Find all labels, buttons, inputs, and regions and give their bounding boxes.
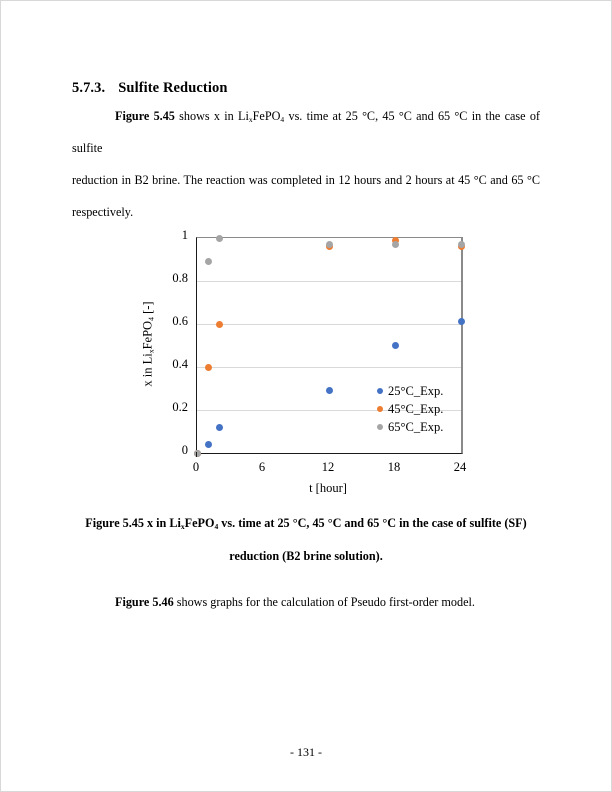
y-tick-label: 0.8 bbox=[172, 271, 188, 285]
data-point bbox=[458, 241, 465, 248]
y-tick-label: 0 bbox=[181, 443, 188, 457]
x-tick-label: 6 bbox=[258, 460, 266, 474]
paragraph-line: Figure 5.45 shows x in $Li_xFePO_4$ vs. time at 25 °C, 45 °C and 65 °C in the case of sulfite bbox=[72, 109, 540, 155]
gridline bbox=[197, 367, 461, 368]
gridline bbox=[197, 324, 461, 325]
caption-line: Figure 5.45 x in $Li_xFePO_4$ vs. time at 25 °C, 45 °C and 65 °C in the case of sulfite (SF) bbox=[85, 516, 527, 531]
y-tick-label: 0.6 bbox=[172, 314, 188, 328]
legend-item bbox=[377, 382, 443, 400]
y-axis-title: x in $Li_xFePO_4$ [-] bbox=[140, 301, 156, 387]
legend-label: 65°C_Exp. bbox=[388, 419, 444, 434]
series-marker-icon bbox=[377, 388, 383, 394]
data-point bbox=[194, 450, 201, 457]
legend-item bbox=[377, 400, 443, 418]
data-point bbox=[216, 235, 223, 242]
paragraph-line: respectively. bbox=[72, 205, 134, 219]
section-number: 5.7.3. bbox=[72, 80, 106, 96]
legend-item bbox=[377, 418, 443, 436]
next-paragraph bbox=[72, 586, 540, 618]
data-point bbox=[458, 318, 465, 325]
y-tick-label: 1 bbox=[181, 228, 188, 242]
paragraph-line: Figure 5.46 shows graphs for the calculation of Pseudo first-order model. bbox=[115, 595, 475, 609]
figure-caption bbox=[56, 507, 556, 573]
y-tick-label: 0.2 bbox=[172, 400, 188, 414]
chart-legend bbox=[377, 382, 443, 436]
legend-label: 25°C_Exp. bbox=[388, 383, 444, 398]
page-number: - 131 - bbox=[290, 745, 322, 759]
paragraph-line: reduction in B2 brine. The reaction was completed in 12 hours and 2 hours at 45 °C and 65 °C bbox=[72, 173, 540, 187]
intro-paragraph bbox=[72, 100, 540, 228]
x-tick-label: 12 bbox=[321, 460, 335, 474]
data-point bbox=[392, 241, 399, 248]
data-point bbox=[216, 321, 223, 328]
origin-tick-mark bbox=[196, 452, 197, 457]
data-point bbox=[205, 258, 212, 265]
x-axis-title: t [hour] bbox=[309, 481, 347, 495]
legend-label: 45°C_Exp. bbox=[388, 401, 444, 416]
y-tick-label: 0.4 bbox=[172, 357, 188, 371]
data-point bbox=[326, 387, 333, 394]
figure-5-45-chart bbox=[140, 215, 480, 500]
x-tick-label: 18 bbox=[387, 460, 401, 474]
series-marker-icon bbox=[377, 424, 383, 430]
gridline bbox=[197, 281, 461, 282]
section-title: Sulfite Reduction bbox=[118, 80, 228, 96]
data-point bbox=[392, 342, 399, 349]
caption-line: reduction (B2 brine solution). bbox=[229, 549, 383, 563]
section-heading bbox=[72, 80, 227, 97]
data-point bbox=[216, 424, 223, 431]
x-tick-label: 24 bbox=[453, 460, 467, 474]
data-point bbox=[205, 441, 212, 448]
x-tick-label: 0 bbox=[192, 460, 200, 474]
series-marker-icon bbox=[377, 406, 383, 412]
data-point bbox=[326, 241, 333, 248]
data-point bbox=[205, 364, 212, 371]
